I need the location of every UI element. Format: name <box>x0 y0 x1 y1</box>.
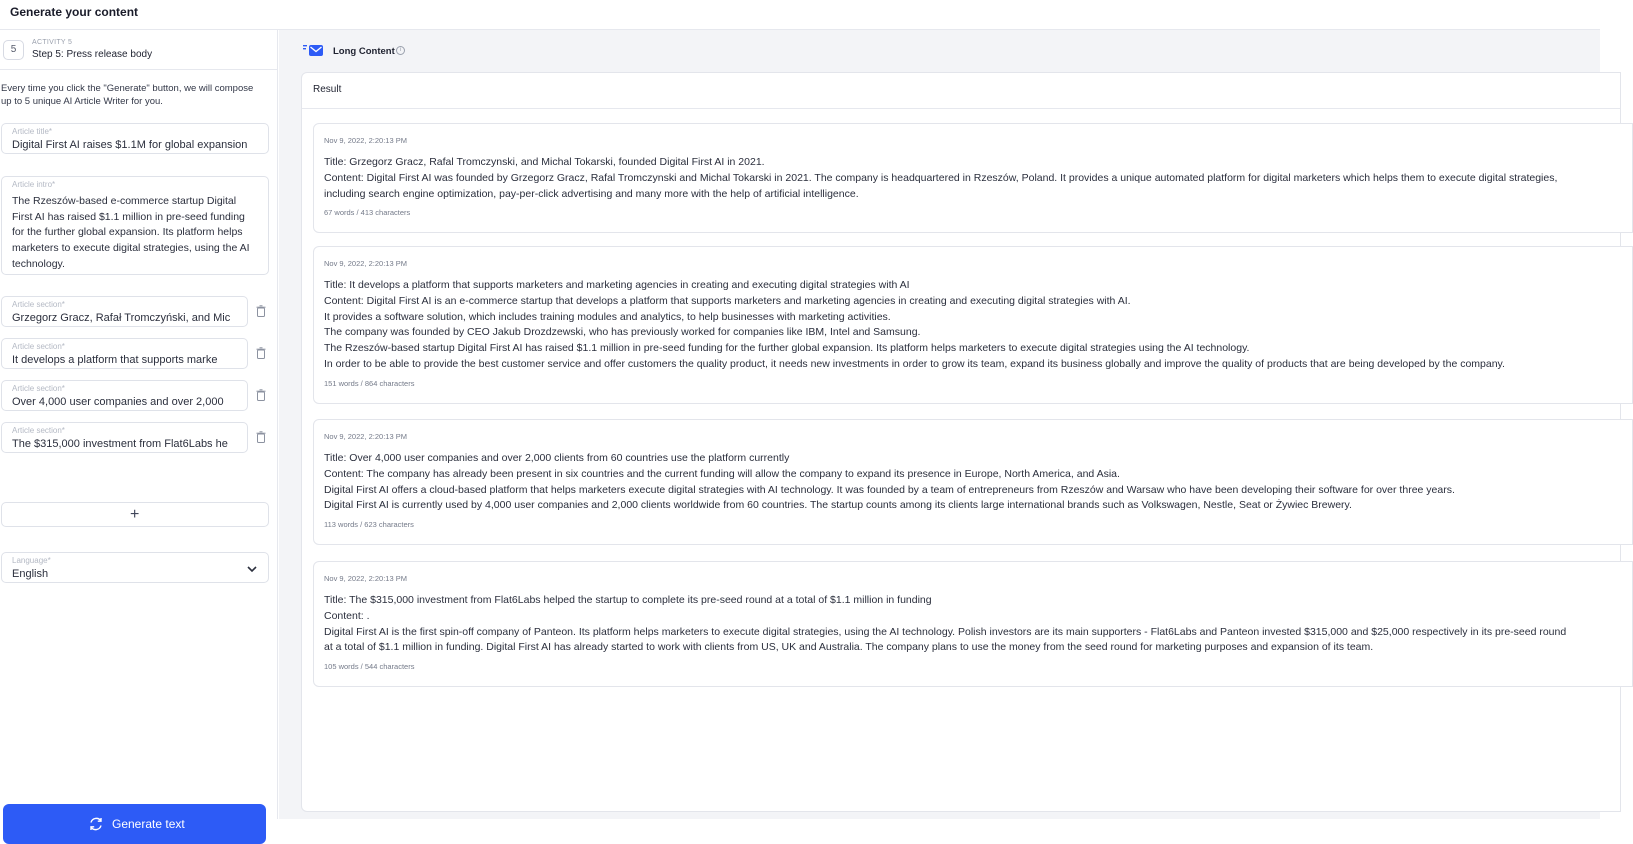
result-line: It provides a software solution, which includes training modules and analytics, to help businesses with marketing activities. <box>324 310 891 323</box>
article-title-value: Digital First AI raises $1.1M for global expansion <box>12 139 248 151</box>
article-intro-value: The Rzeszów-based e-commerce startup Digital First AI has raised $1.1 million in pre-seed funding for the further global expansion. Its platform helps marketers to execute digital strategies, using the AI technology. <box>12 195 250 270</box>
chevron-down-icon <box>246 562 258 580</box>
article-section-field[interactable] <box>1 296 248 327</box>
step-title: Step 5: Press release body <box>32 49 153 60</box>
trash-icon[interactable] <box>256 305 268 318</box>
result-panel <box>301 72 1621 812</box>
result-line: Digital First AI offers a cloud-based platform that helps marketers execute digital strategies with AI technology. It was founded by a team of entrepreneurs from Rzeszów and Warsaw who have been developing their software for over three years. <box>324 483 1455 496</box>
result-line: The Rzeszów-based startup Digital First AI has raised $1.1 million in pre-seed funding for the further global expansion. Its platform helps marketers to execute digital strategies using the AI technology. <box>324 342 1250 355</box>
top-bar <box>0 0 1600 30</box>
result-line: Digital First AI is currently used by 4,000 user companies and 2,000 clients worldwide from 60 countries. The startup counts among its clients large international brands such as Volkswagen, Nestle, Seat or Żywiec Brewery. <box>324 499 1352 512</box>
article-section-label: Article section* <box>12 384 65 393</box>
article-section-value: The $315,000 investment from Flat6Labs he <box>12 438 228 450</box>
result-timestamp: Nov 9, 2022, 2:20:13 PM <box>324 432 407 441</box>
refresh-icon <box>88 816 104 837</box>
result-line: The company was founded by CEO Jakub Drozdzewski, who has previously worked for companies like IBM, Intel and Samsung. <box>324 326 921 339</box>
generate-label: Generate text <box>112 817 185 831</box>
result-card <box>313 561 1633 687</box>
trash-icon[interactable] <box>256 389 268 402</box>
result-header <box>302 73 1620 109</box>
trash-icon[interactable] <box>256 347 268 360</box>
sidebar <box>0 30 278 831</box>
article-section-label: Article section* <box>12 342 65 351</box>
trash-icon[interactable] <box>256 431 268 444</box>
result-stats: 105 words / 544 characters <box>324 662 415 671</box>
result-line: Title: Grzegorz Gracz, Rafal Tromczynski, and Michal Tokarski, founded Digital First AI in 2021. <box>324 156 765 168</box>
article-section-value: Grzegorz Gracz, Rafał Tromczyński, and Mic <box>12 312 231 324</box>
result-card <box>313 246 1633 404</box>
article-section-field[interactable] <box>1 380 248 411</box>
language-select[interactable] <box>1 552 269 583</box>
result-timestamp: Nov 9, 2022, 2:20:13 PM <box>324 574 407 583</box>
generate-button[interactable] <box>3 804 266 844</box>
result-line: Content: Digital First AI was founded by Grzegorz Gracz, Rafal Tromczynski and Michal Tokarski in 2021. The company is headquartered in Rzeszów, Poland. It provides a unique automated platform for digital marketers which helps them to execute digital strategies, <box>324 171 1558 184</box>
result-label: Result <box>313 84 342 95</box>
result-timestamp: Nov 9, 2022, 2:20:13 PM <box>324 136 407 145</box>
result-line: Title: Over 4,000 user companies and over 2,000 clients from 60 countries use the platform currently <box>324 452 790 464</box>
result-card <box>313 419 1633 545</box>
main-area <box>279 30 1600 819</box>
result-line: Content: The company has already been present in six countries and the current funding will allow the company to expand its presence in Europe, North America, and Asia. <box>324 467 1120 480</box>
plus-icon: + <box>130 506 140 523</box>
article-section-label: Article section* <box>12 300 65 309</box>
page-title: Generate your content <box>10 5 139 19</box>
result-body <box>324 451 1455 514</box>
result-body <box>324 155 1557 202</box>
language-value: English <box>12 568 49 580</box>
result-line: In order to be able to provide the best customer service and offer customers the quality product, it needs new investments in order to grow its team, expand its business globally and improve the quality of products that are being developed by the company. <box>324 357 1505 370</box>
result-timestamp: Nov 9, 2022, 2:20:13 PM <box>324 259 407 268</box>
activity-label: ACTIVITY 5 <box>32 39 73 46</box>
instructions-text: Every time you click the "Generate" button, we will compose up to 5 unique AI Article Writer for you. <box>1 83 254 107</box>
info-icon[interactable]: i <box>396 46 405 55</box>
result-card <box>313 123 1633 233</box>
result-line: Digital First AI is the first spin-off company of Panteon. Its platform helps marketers to execute digital strategies, using the AI technology. Polish investors are its main supporters - Flat6Labs and Panteon invested $315,000 and $25,000 respectively in its pre-seed round <box>324 625 1567 638</box>
result-body <box>324 278 1505 373</box>
article-title-label: Article title* <box>12 127 53 136</box>
result-line: Content: . <box>324 609 370 622</box>
article-section-label: Article section* <box>12 426 65 435</box>
language-label: Language* <box>12 556 51 565</box>
article-intro-field[interactable] <box>1 176 269 275</box>
result-stats: 151 words / 864 characters <box>324 379 415 388</box>
result-line: including search engine optimization, pay-per-click advertising and many more with the help of artificial intelligence. <box>324 187 859 200</box>
result-line: Title: The $315,000 investment from Flat6Labs helped the startup to complete its pre-seed round at a total of $1.1 million in funding <box>324 594 932 606</box>
result-line: Content: Digital First AI is an e-commerce startup that develops a platform that supports marketers and marketing agencies in creating and executing digital strategies with AI. <box>324 294 1131 307</box>
result-stats: 67 words / 413 characters <box>324 208 411 217</box>
result-line: Title: It develops a platform that supports marketers and marketing agencies in creating and executing digital strategies with AI <box>324 279 910 291</box>
result-body <box>324 593 1566 656</box>
step-number-badge: 5 <box>3 40 24 60</box>
article-title-field[interactable] <box>1 123 269 154</box>
step-header <box>0 30 278 70</box>
article-section-value: Over 4,000 user companies and over 2,000 <box>12 396 224 408</box>
result-line: at a total of $1.1 million in funding. Digital First AI has already started to work with clients from US, UK and Australia. The company plans to use the money from the seed round for marketing purposes and expansion of its team. <box>324 641 1374 654</box>
result-stats: 113 words / 623 characters <box>324 520 414 529</box>
add-section-button[interactable] <box>1 502 269 527</box>
article-section-value: It develops a platform that supports marke <box>12 354 218 366</box>
section-title: Long Content <box>333 46 395 57</box>
long-content-icon <box>303 43 325 62</box>
article-section-field[interactable] <box>1 422 248 453</box>
article-section-field[interactable] <box>1 338 248 369</box>
article-intro-label: Article intro* <box>12 180 56 189</box>
